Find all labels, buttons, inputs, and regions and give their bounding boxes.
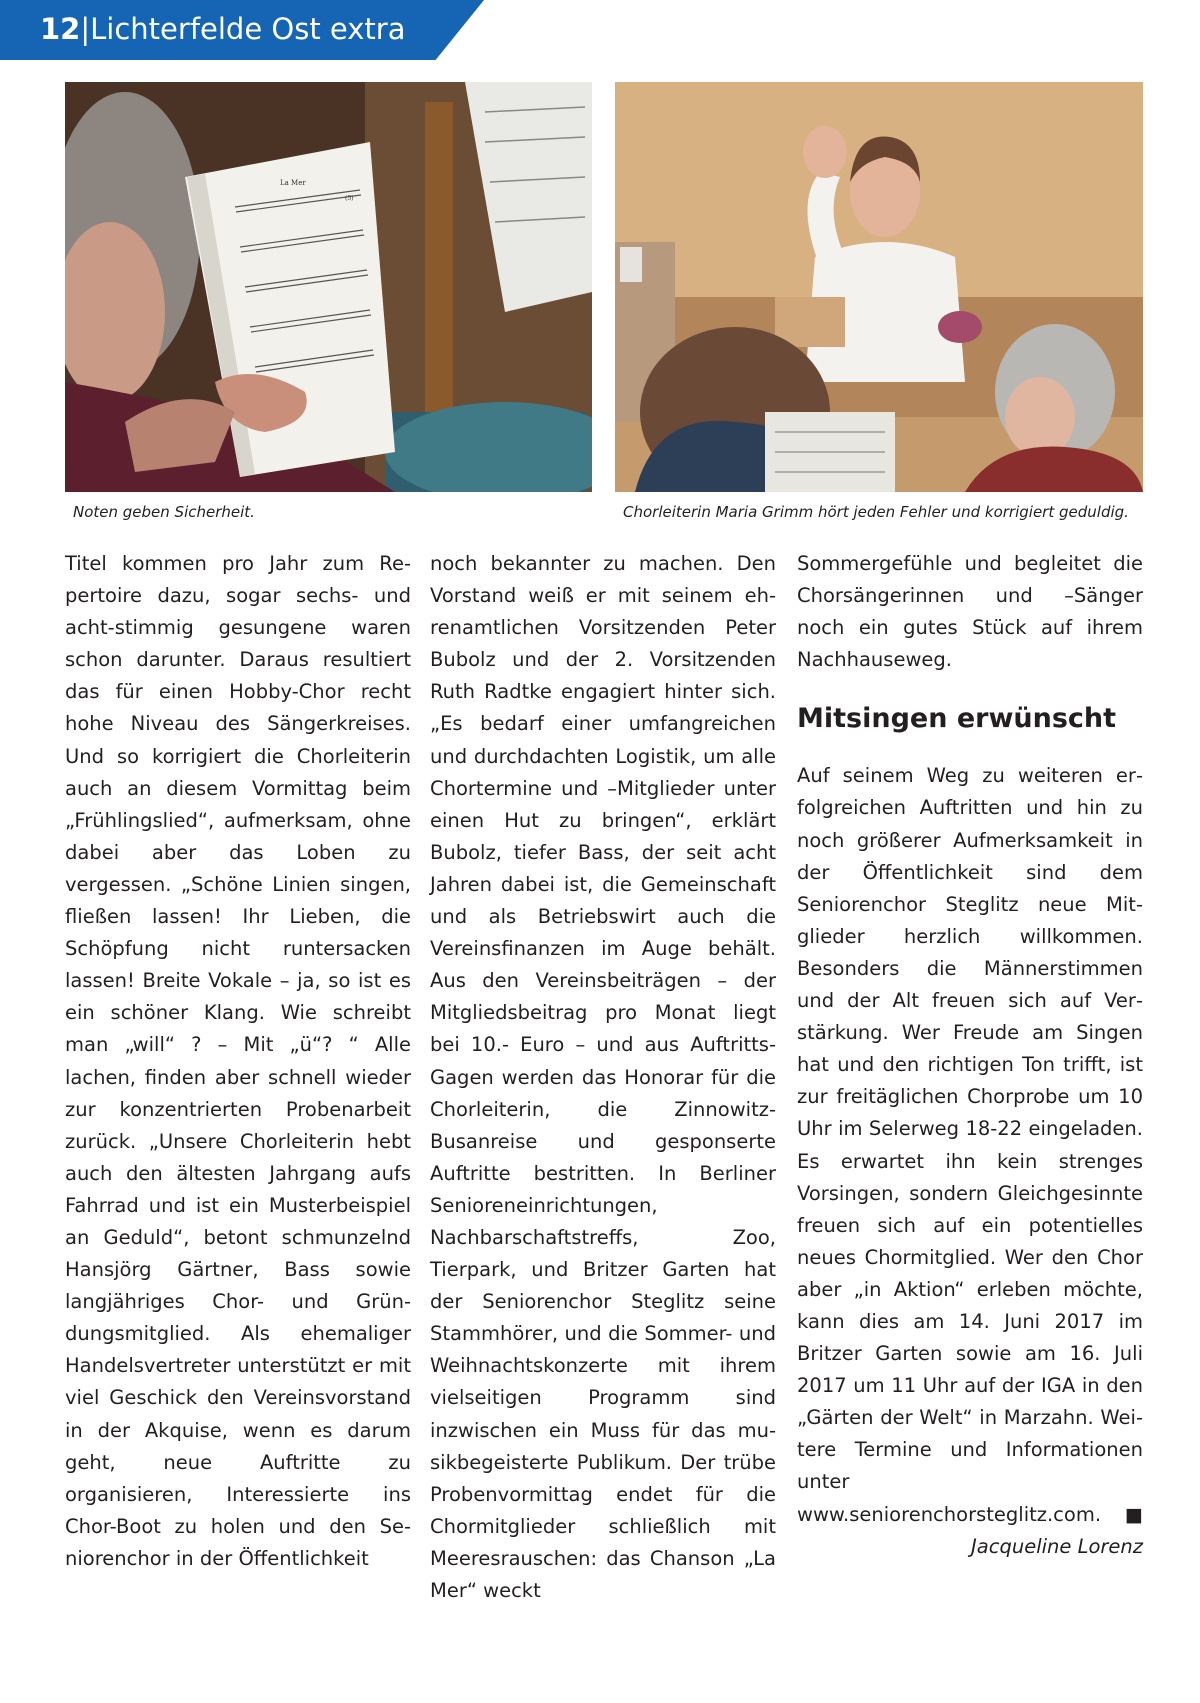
sheet-title: La Mer [280,179,306,187]
photo-sheet-music [65,82,592,492]
page-header [40,12,405,46]
choir-director-image [615,82,1143,492]
column-3-body-text: Auf seinem Weg zu weiteren erfolgreichen Auftritten und hin zu noch größerer Aufmerksamkeit in der Öffentlichkeit sind dem Seniorenchor Steglitz neue Mitglieder herzlich willkommen. Besonders die Männerstimmen und der Alt freuen sich auf Verstärkung. Wer Freude am Singen hat und den richtigen Ton trifft, ist zur freitäglichen Chorprobe um 10 Uhr im Selerweg 18-22 eingeladen. Es erwartet ihn kein strenges Vorsingen, sondern Gleichgesinnte freuen sich auf ein potentielles neues Chormitglied. Wer den Chor aber „in Aktion“ erleben möchte, kann dies am 14. Juni 2017 im Britzer Garten sowie am 16. Juli 2017 um 11 Uhr auf der IGA in den „Gärten der Welt“ in Marzahn. Weitere Termine und Informationen unter www.seniorenchorsteglitz.com. [797,764,1143,1526]
sheet-number: (5) [345,195,354,202]
end-mark: ■ [1125,1503,1143,1526]
photo-choir-director [615,82,1143,492]
article-column-3 [797,548,1143,1563]
column-3-intro: Sommergefühle und begleitet die Chorsängerinnen und –Sänger noch ein gutes Stück auf ihrem Nachhauseweg. [797,552,1143,672]
page-number: 12 [40,12,81,46]
article-column-2 [430,548,776,1607]
header-separator: | [80,12,91,46]
article-column-1 [65,548,411,1575]
section-title: Lichterfelde Ost extra [90,12,406,46]
column-2-text: noch bekannter zu machen. Den Vorstand weiß er mit seinem ehrenamtlichen Vorsitzenden Peter Bubolz und der 2. Vorsitzenden Ruth Radtke engagiert hinter sich. „Es bedarf einer umfangreichen und durchdachten Logistik, um alle Chortermine und –Mitglieder unter einen Hut zu bringen“, erklärt Bubolz, tiefer Bass, der seit acht Jahren dabei ist, die Gemeinschaft und als Betriebswirt auch die Vereinsfinanzen im Auge behält. Aus den Vereinsbeiträgen – der Mitgliedsbeitrag pro Monat liegt bei 10.- Euro – und aus Auftritts-Gagen werden das Honorar für die Chorleiterin, die Zinnowitz-Busanreise und gesponserte Auftritte bestritten. In Berliner Senioreneinrichtungen, Nachbarschaftstreffs, Zoo, Tierpark, und Britzer Garten hat der Seniorenchor Steglitz seine Stammhörer, und die Sommer- und Weihnachtskonzerte mit ihrem vielseitigen Programm sind inzwischen ein Muss für das musikbegeisterte Publikum. Der trübe Probenvormittag endet für die Chormitglieder schließlich mit Meeresrauschen: das Chanson „La Mer“ weckt [430,552,776,1602]
column-3-body [797,760,1143,1530]
column-1-text: Titel kommen pro Jahr zum Repertoire dazu, sogar sechs- und acht-stimmig gesungene waren schon darunter. Daraus resultiert das für einen Hobby-Chor recht hohe Niveau des Sängerkreises. Und so korrigiert die Chorleiterin auch an diesem Vormittag beim „Frühlingslied“, aufmerksam, ohne dabei aber das Loben zu vergessen. „Schöne Linien singen, fließen lassen! Ihr Lieben, die Schöpfung nicht runtersacken lassen! Breite Vokale – ja, so ist es ein schöner Klang. Wie schreibt man „will“ ? – Mit „ü“? “ Alle lachen, finden aber schnell wieder zur konzentrierten Probenarbeit zurück. „Unsere Chorleiterin hebt auch den ältesten Jahrgang aufs Fahrrad und ist ein Musterbeispiel an Geduld“, betont schmunzelnd Hansjörg Gärtner, Bass sowie langjähriges Chor- und Gründungsmitglied. Als ehemaliger Handelsvertreter unterstützt er mit viel Geschick den Vereinsvorstand in der Akquise, wenn es darum geht, neue Auftritte zu organisieren, Interessierte ins Chor-Boot zu holen und den Seniorenchor in der Öffentlichkeit [65,552,411,1570]
caption-photo-2: Chorleiterin Maria Grimm hört jeden Fehler und korrigiert geduldig. [623,503,1129,521]
section-heading: Mitsingen erwünscht [797,703,1117,735]
sheet-music-image [65,82,592,492]
author-name: Jacqueline Lorenz [971,1534,1143,1558]
caption-photo-1: Noten geben Sicherheit. [73,503,255,521]
